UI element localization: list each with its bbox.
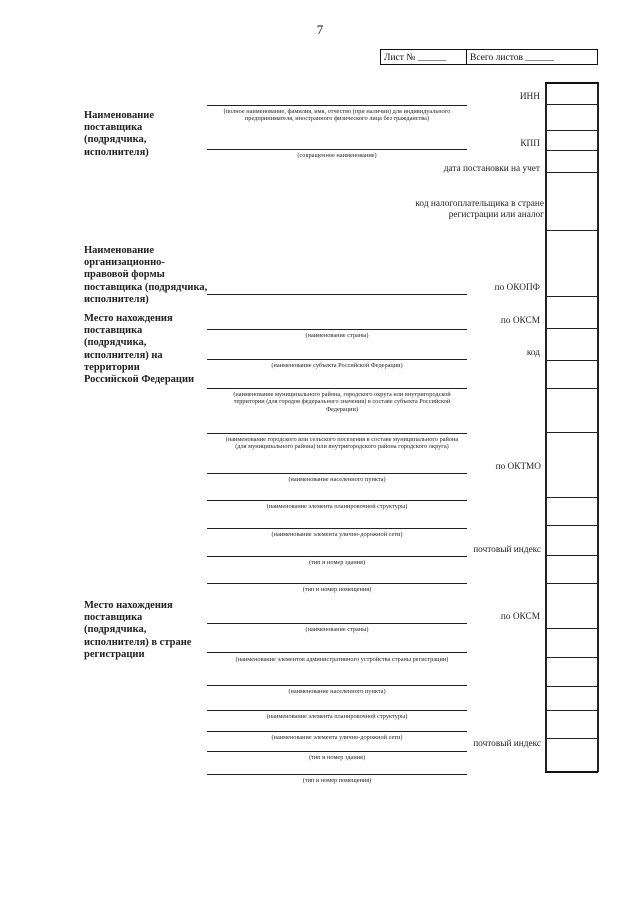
foreign-country-input[interactable]: [207, 623, 467, 624]
supplier-name-label: Наименование поставщика (подрядчика, исполнителя): [84, 110, 154, 158]
location-foreign-label: Место нахождения поставщика (подрядчика, исполнителя) в стране регистрации: [84, 600, 192, 660]
oksm-label-2: по ОКСМ: [500, 612, 540, 622]
planning-structure-caption: (наименование элемента планировочной структуры): [266, 503, 408, 510]
cell-sep: [545, 432, 598, 433]
postal-index-label: почтовый индекс: [473, 545, 541, 555]
foreign-building-caption: (тип и номер здания): [308, 754, 366, 761]
cell-sep: [545, 686, 598, 687]
street-network-caption: (наименование элемента улично-дорожной сети): [271, 531, 403, 538]
cell-postal-index[interactable]: [545, 555, 598, 556]
location-rf-label: Место нахождения поставщика (подрядчика, исполнителя) на территории Российской Федерации: [84, 313, 195, 386]
cell-sep: [545, 525, 598, 526]
cell-sep: [545, 583, 598, 584]
inn-label: ИНН: [519, 92, 540, 102]
short-name-input[interactable]: [207, 149, 467, 150]
postal-index-label-2: почтовый индекс: [473, 739, 541, 749]
foreign-country-caption: (наименование страны): [305, 626, 369, 633]
admin-division-input[interactable]: [207, 652, 467, 653]
kpp-label: КПП: [520, 139, 540, 149]
cell-oksm-2[interactable]: [545, 628, 598, 629]
premises-caption: (тип и номер помещения): [302, 586, 372, 593]
code-column-right-border: [597, 82, 599, 772]
street-network-input[interactable]: [207, 528, 467, 529]
locality-caption: (наименование населенного пункта): [288, 476, 386, 483]
country-input[interactable]: [207, 329, 467, 330]
cell-sep: [545, 738, 598, 739]
building-caption: (тип и номер здания): [308, 559, 366, 566]
cell-sep: [545, 388, 598, 389]
cell-oktmo[interactable]: [545, 497, 598, 498]
cell-okopf[interactable]: [545, 296, 598, 297]
legal-form-input[interactable]: [207, 294, 467, 295]
cell-inn[interactable]: [545, 104, 598, 105]
foreign-street-caption: (наименование элемента улично-дорожной сети): [271, 734, 403, 741]
page-number: 7: [316, 22, 324, 37]
registration-date-label: дата постановки на учет: [443, 164, 540, 174]
code-column-bottom: [545, 771, 598, 773]
locality-input[interactable]: [207, 473, 467, 474]
legal-form-label: Наименование организационно-правовой формы поставщика (подрядчика, исполнителя): [84, 245, 208, 305]
foreign-locality-caption: (наименование населенного пункта): [288, 688, 386, 695]
cell-code[interactable]: [545, 360, 598, 361]
cell-sep: [545, 130, 598, 131]
cell-kpp[interactable]: [545, 150, 598, 151]
code-column-left-border: [545, 82, 547, 772]
municipal-district-input[interactable]: [207, 388, 467, 389]
settlement-input[interactable]: [207, 433, 467, 434]
foreign-premises-input[interactable]: [207, 774, 467, 775]
subject-rf-input[interactable]: [207, 359, 467, 360]
oktmo-label: по ОКТМО: [495, 462, 541, 472]
cell-sep: [545, 657, 598, 658]
foreign-building-input[interactable]: [207, 751, 467, 752]
short-name-caption: (сокращенное наименование): [297, 152, 377, 159]
cell-tax-code[interactable]: [545, 230, 598, 231]
full-name-input[interactable]: [207, 105, 467, 106]
tax-code-label: код налогоплательщика в стране регистрации или аналог: [415, 199, 544, 220]
building-input[interactable]: [207, 556, 467, 557]
cell-sep: [545, 710, 598, 711]
foreign-planning-caption: (наименование элемента планировочной структуры): [266, 713, 408, 720]
municipal-district-caption: (наименование муниципального района, городского округа или внутригородской территории (для городов федерального значения) в составе субъекта Российской Федерации): [233, 391, 451, 413]
full-name-caption: (полное наименование, фамилия, имя, отчество (при наличии) для индивидуального предпринимателя, иностранного физического лица без гражданства): [223, 108, 451, 123]
total-sheets-field[interactable]: Всего листов ______: [466, 49, 598, 65]
planning-structure-input[interactable]: [207, 500, 467, 501]
premises-input[interactable]: [207, 583, 467, 584]
settlement-caption: (наименование городского или сельского поселения в составе муниципального района (для муниципального района) или внутригородского района городского округа): [225, 436, 459, 451]
foreign-street-input[interactable]: [207, 731, 467, 732]
admin-division-caption: (наименование элементов административного устройства страны регистрации): [235, 656, 449, 663]
subject-rf-caption: (наименование субъекта Российской Федерации): [271, 362, 403, 369]
oksm-label: по ОКСМ: [500, 316, 540, 326]
cell-oksm[interactable]: [545, 328, 598, 329]
foreign-premises-caption: (тип и номер помещения): [302, 777, 372, 784]
cell-registration-date[interactable]: [545, 172, 598, 173]
okopf-label: по ОКОПФ: [494, 283, 540, 293]
sheet-number-field[interactable]: Лист № ______: [380, 49, 467, 65]
foreign-planning-input[interactable]: [207, 710, 467, 711]
foreign-locality-input[interactable]: [207, 685, 467, 686]
country-caption: (наименование страны): [305, 332, 369, 339]
code-label: код: [526, 348, 540, 358]
code-column-top: [545, 82, 598, 84]
